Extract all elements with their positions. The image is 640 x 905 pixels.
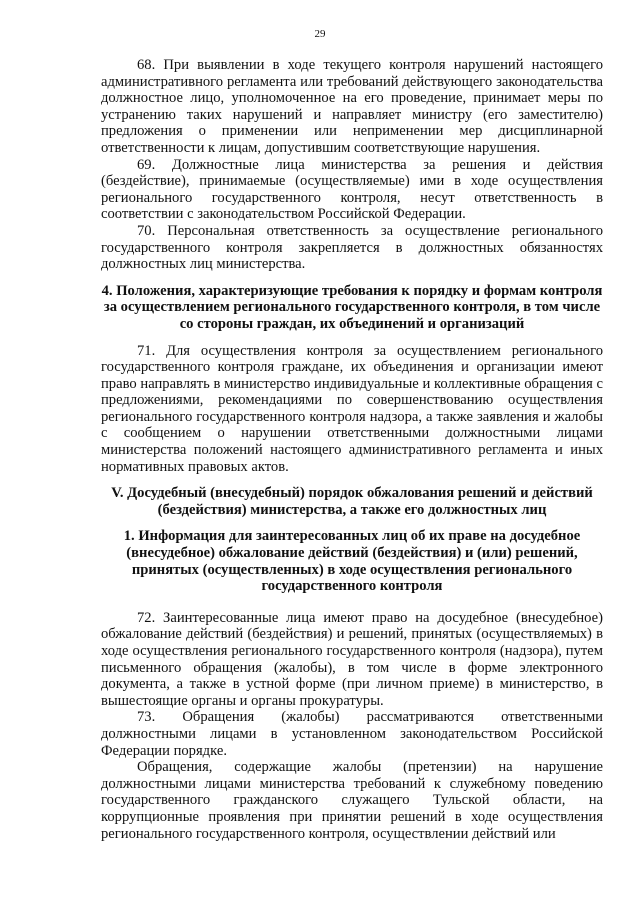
paragraph-72: 72. Заинтересованные лица имеют право на досудебное (внесудебное) обжалование действий (бездействия) и решений, принятых (осуществляемых) в ходе осуществления регионального государственного контроля (надзора), путем письменного обращения (жалобы), в том числе в форме электронного документа, а также в устной форме (при личном приеме) в министерство, в вышестоящие органы и органы прокуратуры. — [101, 609, 603, 709]
document-body — [101, 57, 603, 842]
subsection-1-heading: 1. Информация для заинтересованных лиц об их праве на досудебное (внесудебное) обжалование действий (бездействия) и (или) решений, принятых (осуществленных) в ходе осуществления регионального государственного контроля — [123, 528, 581, 595]
paragraph-71: 71. Для осуществления контроля за осуществлением регионального государственного контроля граждане, их объединения и организации имеют право направлять в министерство индивидуальные и коллективные обращения с предложениями, рекомендациями по совершенствованию осуществления регионального государственного контроля надзора, а также заявления и жалобы с сообщением о нарушении ответственными должностными лицами министерства положений настоящего административного регламента и иных нормативных правовых актов. — [101, 342, 603, 475]
section-4-heading: 4. Положения, характеризующие требования к порядку и формам контроля за осуществлением регионального государственного контроля, в том числе со стороны граждан, их объединений и организаций — [101, 282, 603, 332]
paragraph-69: 69. Должностные лица министерства за решения и действия (бездействие), принимаемые (осуществляемые) ими в ходе осуществления регионального государственного контроля, несут ответственность в соответствии с законодательством Российской Федерации. — [101, 156, 603, 223]
paragraph-70: 70. Персональная ответственность за осуществление регионального государственного контроля закрепляется в должностных обязанностях должностных лиц министерства. — [101, 222, 603, 273]
paragraph-68: 68. При выявлении в ходе текущего контроля нарушений настоящего административного регламента или требований действующего законодательства должностное лицо, уполномоченное на его проведение, принимает меры по устранению таких нарушений и направляет министру (его заместителю) предложения о применении или неприменении мер дисциплинарной ответственности к лицам, допустившим соответствующие нарушения. — [101, 57, 603, 156]
section-v-heading: V. Досудебный (внесудебный) порядок обжалования решений и действий (бездействия) министерства, а также его должностных лиц — [111, 485, 593, 518]
paragraph-complaints: Обращения, содержащие жалобы (претензии) на нарушение должностными лицами министерства требований к служебному поведению государственного гражданского служащего Тульской области, на коррупционные проявления при принятии решений в ходе осуществления регионального государственного контроля, осуществлении действий или — [101, 759, 603, 842]
paragraph-73: 73. Обращения (жалобы) рассматриваются ответственными должностными лицами в установленном законодательством Российской Федерации порядке. — [101, 709, 603, 759]
page-number: 29 — [314, 28, 326, 40]
